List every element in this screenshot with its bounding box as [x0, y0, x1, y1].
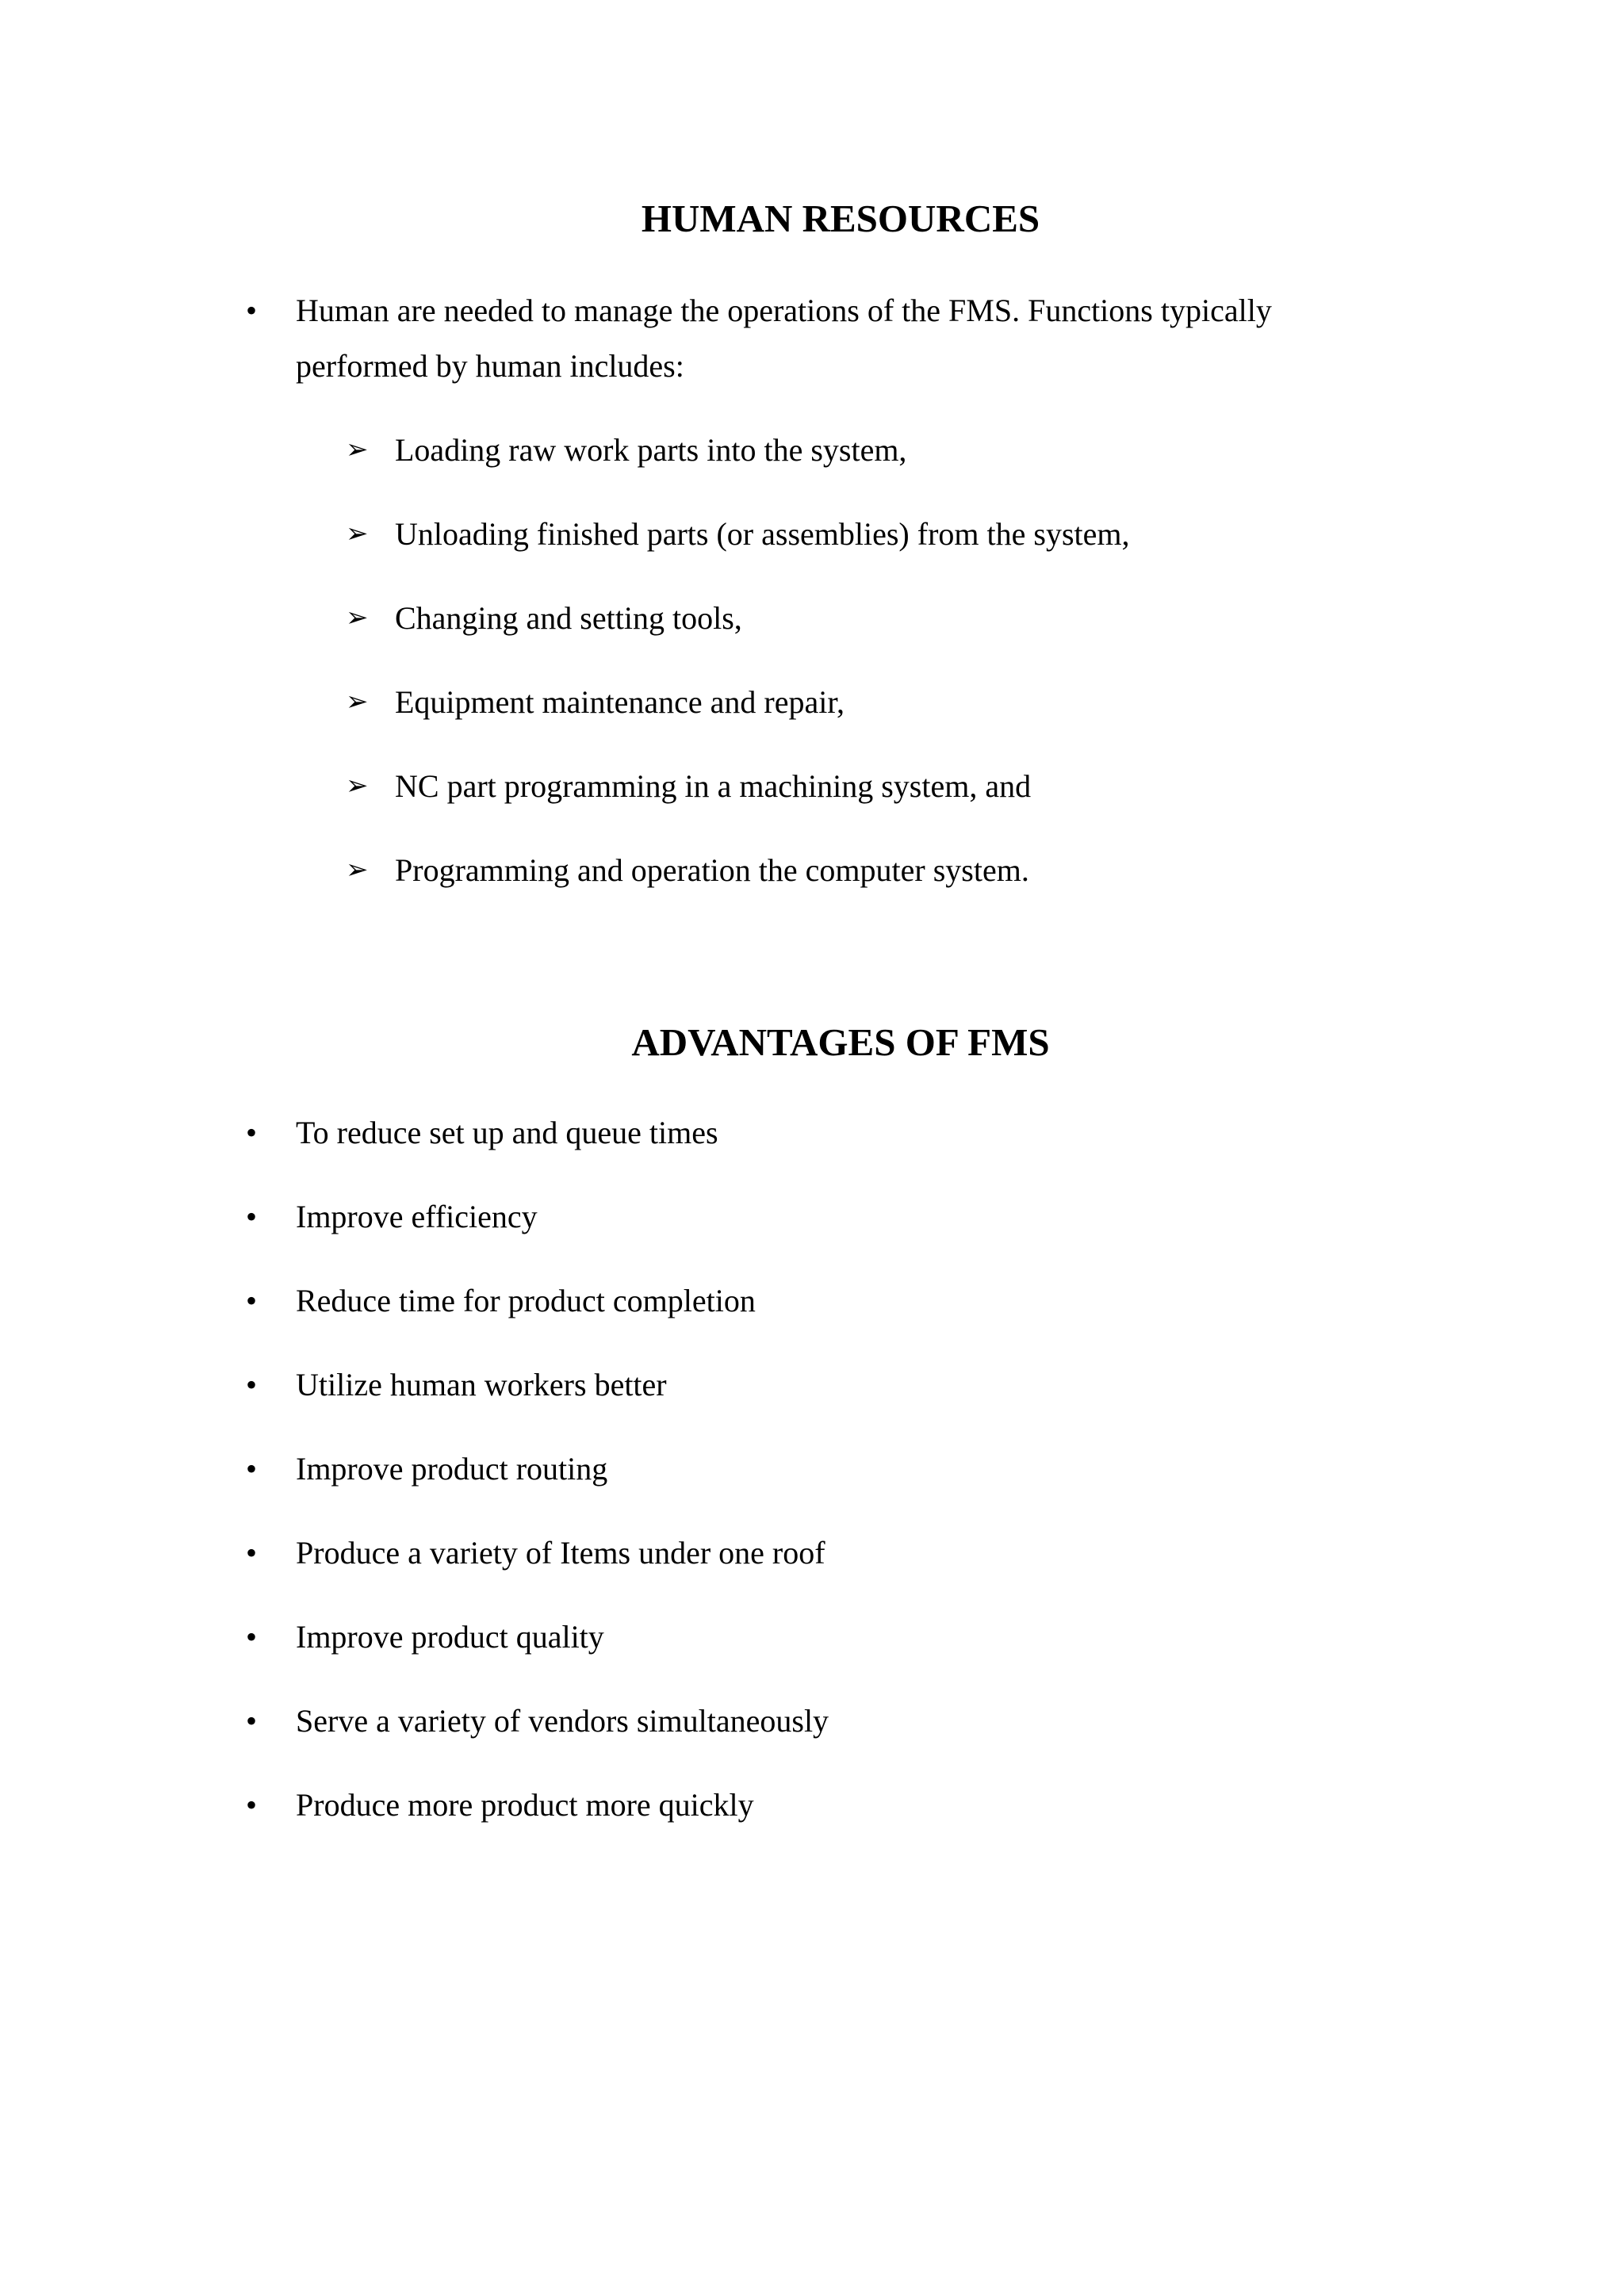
function-text: NC part programming in a machining system, and	[395, 768, 1032, 804]
function-text: Loading raw work parts into the system,	[395, 432, 907, 468]
advantage-text: Reduce time for product completion	[296, 1283, 756, 1318]
bullet-icon: •	[246, 293, 258, 328]
arrow-bullet-icon: ➢	[346, 771, 369, 801]
arrow-bullet-icon: ➢	[346, 603, 369, 633]
intro-text-line2: performed by human includes:	[296, 348, 684, 384]
heading-human-resources: HUMAN RESOURCES	[641, 197, 1040, 240]
bullet-icon: •	[246, 1619, 258, 1655]
bullet-icon: •	[246, 1367, 258, 1402]
advantage-text: Improve product routing	[296, 1451, 608, 1487]
advantage-text: Produce more product more quickly	[296, 1787, 754, 1823]
arrow-bullet-icon: ➢	[346, 687, 369, 717]
function-text: Changing and setting tools,	[395, 600, 742, 636]
function-text: Equipment maintenance and repair,	[395, 684, 845, 720]
advantage-text: Utilize human workers better	[296, 1367, 667, 1402]
advantage-text: Serve a variety of vendors simultaneously	[296, 1703, 829, 1739]
bullet-icon: •	[246, 1451, 258, 1487]
advantage-text: Improve efficiency	[296, 1199, 538, 1234]
advantage-text: To reduce set up and queue times	[296, 1115, 718, 1150]
bullet-icon: •	[246, 1283, 258, 1318]
bullet-icon: •	[246, 1199, 258, 1234]
arrow-bullet-icon: ➢	[346, 855, 369, 885]
advantage-text: Produce a variety of Items under one roof	[296, 1535, 825, 1571]
advantage-text: Improve product quality	[296, 1619, 604, 1655]
heading-advantages: ADVANTAGES OF FMS	[631, 1020, 1050, 1064]
bullet-icon: •	[246, 1787, 258, 1823]
bullet-icon: •	[246, 1535, 258, 1571]
function-text: Programming and operation the computer system.	[395, 852, 1029, 888]
function-text: Unloading finished parts (or assemblies) from the system,	[395, 516, 1130, 552]
arrow-bullet-icon: ➢	[346, 519, 369, 549]
bullet-icon: •	[246, 1703, 258, 1739]
arrow-bullet-icon: ➢	[346, 435, 369, 465]
bullet-icon: •	[246, 1115, 258, 1150]
intro-text-line1: Human are needed to manage the operations of the FMS. Functions typically	[296, 293, 1272, 328]
